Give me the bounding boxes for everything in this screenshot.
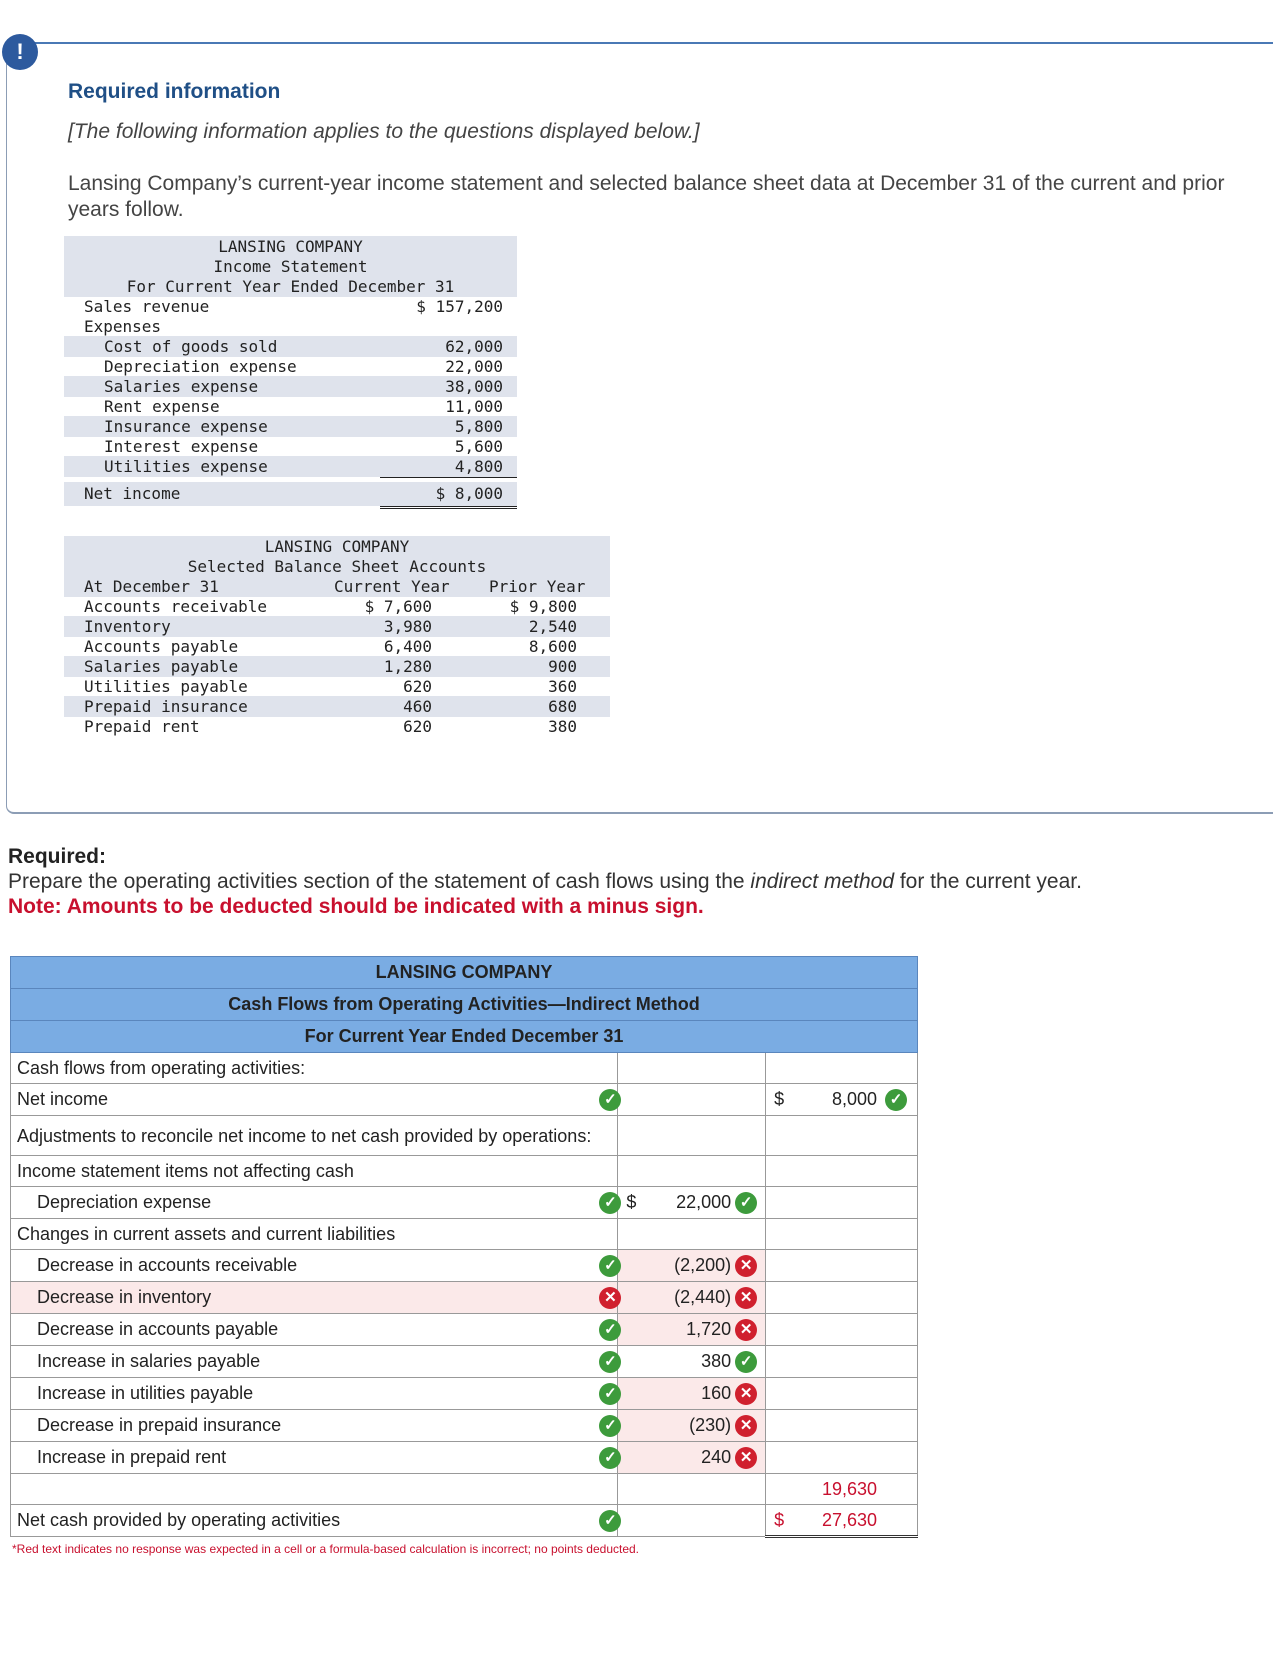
cf-change-row (11, 1410, 918, 1442)
required-note: Note: Amounts to be deducted should be indicated with a minus sign. (8, 895, 704, 918)
cf-change-label: Decrease in accounts receivable (37, 1255, 298, 1275)
problem-description: Lansing Company’s current-year income statement and selected balance sheet data at December 31 of the current and prior years follow. (68, 172, 1225, 221)
cf-change-label: Decrease in prepaid insurance (37, 1415, 282, 1435)
cf-mid-cell[interactable] (618, 1282, 766, 1314)
correct-check-icon: ✓ (599, 1383, 621, 1405)
bs-row-prior: 8,600 (528, 637, 577, 656)
cf-mid-cell[interactable] (618, 1442, 766, 1474)
incorrect-x-icon: ✕ (735, 1255, 757, 1277)
cf-change-value: 380 (701, 1351, 732, 1371)
cf-empty-cell (618, 1156, 766, 1187)
bs-row-label: Accounts payable (84, 637, 239, 656)
bs-row-label: Accounts receivable (84, 597, 268, 616)
is-sales-label: Sales revenue (84, 297, 210, 316)
cf-empty-cell (766, 1378, 918, 1410)
balance-sheet (64, 536, 610, 742)
cf-mid-cell[interactable] (618, 1187, 766, 1219)
is-double-rule (380, 506, 517, 509)
is-period: For Current Year Ended December 31 (64, 276, 517, 297)
bs-row-prior: 680 (548, 697, 577, 716)
cf-empty-cell (766, 1346, 918, 1378)
cf-label-cell[interactable] (11, 1442, 618, 1474)
is-expense-value: 5,800 (454, 417, 503, 436)
cf-adjustments-label: Adjustments to reconcile net income to net cash provided by operations: (11, 1116, 618, 1156)
cf-label-cell[interactable] (11, 1505, 618, 1537)
cf-header-row (11, 1021, 918, 1053)
cf-label-cell[interactable] (11, 1314, 618, 1346)
bs-row (64, 696, 610, 717)
is-rule (380, 477, 517, 478)
required-heading: Required: (8, 845, 107, 868)
cf-label-cell[interactable] (11, 1187, 618, 1219)
cf-total-label: Net cash provided by operating activities (17, 1510, 341, 1530)
cf-period: For Current Year Ended December 31 (11, 1021, 918, 1053)
cf-empty-cell (11, 1474, 618, 1505)
is-expense-value: 5,600 (454, 437, 503, 456)
incorrect-x-icon: ✕ (735, 1447, 757, 1469)
is-expenses-row (64, 316, 517, 337)
cf-row (11, 1053, 918, 1084)
bs-row-label: Utilities payable (84, 677, 248, 696)
bs-row-prior: 360 (548, 677, 577, 696)
incorrect-x-icon: ✕ (735, 1319, 757, 1341)
bs-row (64, 676, 610, 697)
bs-row-prior: $ 9,800 (509, 597, 577, 616)
cf-row (11, 1116, 918, 1156)
cf-empty-cell (766, 1250, 918, 1282)
cf-empty-cell (766, 1116, 918, 1156)
is-expense-label: Rent expense (104, 397, 220, 416)
is-expense-row (64, 416, 517, 437)
cf-row (11, 1187, 918, 1219)
correct-check-icon: ✓ (735, 1192, 757, 1214)
is-title: Income Statement (64, 256, 517, 277)
cf-depreciation-label: Depreciation expense (37, 1192, 212, 1212)
is-expense-value: 62,000 (445, 337, 503, 356)
cf-row (11, 1156, 918, 1187)
bs-row-prior: 900 (548, 657, 577, 676)
cf-change-label: Increase in prepaid rent (37, 1447, 227, 1467)
cf-empty-cell (618, 1053, 766, 1084)
cf-change-value: 160 (701, 1383, 732, 1403)
bs-row (64, 596, 610, 617)
cf-change-row (11, 1282, 918, 1314)
cf-empty-cell (618, 1505, 766, 1537)
required-text-italic: indirect method (750, 870, 894, 893)
alert-icon: ! (2, 34, 38, 70)
cf-change-value: (2,200) (674, 1255, 732, 1275)
bs-row-label: Prepaid insurance (84, 697, 248, 716)
cf-label-cell[interactable] (11, 1282, 618, 1314)
cf-empty-cell (766, 1156, 918, 1187)
bs-row-current: $ 7,600 (364, 597, 432, 616)
required-instructions (8, 870, 1082, 894)
bs-row-current: 620 (403, 717, 432, 736)
cf-change-value: 240 (701, 1447, 732, 1467)
cf-net-income-value: 8,000 (831, 1089, 877, 1109)
applies-note: [The following information applies to the questions displayed below.] (68, 120, 700, 143)
bs-title: Selected Balance Sheet Accounts (64, 556, 610, 577)
cf-empty-cell (618, 1474, 766, 1505)
is-expense-value: 38,000 (445, 377, 503, 396)
bs-row-label: Salaries payable (84, 657, 239, 676)
is-expense-label: Depreciation expense (104, 357, 297, 376)
correct-check-icon: ✓ (735, 1351, 757, 1373)
cf-label-cell[interactable] (11, 1410, 618, 1442)
required-information-heading: Required information (68, 80, 281, 103)
cf-mid-cell[interactable] (618, 1314, 766, 1346)
cf-change-row (11, 1346, 918, 1378)
cash-flow-table (10, 956, 918, 1538)
bs-row (64, 616, 610, 637)
cf-empty-cell (766, 1053, 918, 1084)
is-expense-value: 11,000 (445, 397, 503, 416)
cf-empty-cell (766, 1187, 918, 1219)
correct-check-icon: ✓ (885, 1089, 907, 1111)
cf-change-value: (2,440) (674, 1287, 732, 1307)
bs-row (64, 656, 610, 677)
correct-check-icon: ✓ (599, 1351, 621, 1373)
cf-label-cell[interactable] (11, 1346, 618, 1378)
cf-empty-cell (618, 1219, 766, 1250)
correct-check-icon: ✓ (599, 1447, 621, 1469)
bs-row (64, 716, 610, 737)
cf-change-value: 1,720 (686, 1319, 732, 1339)
is-expense-row (64, 436, 517, 457)
dollar-sign: $ (774, 1089, 785, 1109)
cf-subtotal-cell (766, 1474, 918, 1505)
is-expense-label: Insurance expense (104, 417, 268, 436)
is-expense-label: Cost of goods sold (104, 337, 278, 356)
cf-empty-cell (766, 1410, 918, 1442)
required-text-before: Prepare the operating activities section of the statement of cash flows using the (8, 870, 751, 893)
cf-change-row (11, 1442, 918, 1474)
bs-header-row (64, 576, 610, 597)
bs-row-current: 3,980 (383, 617, 432, 636)
is-expense-label: Interest expense (104, 437, 259, 456)
cf-total-row (11, 1505, 918, 1537)
bs-row-prior: 380 (548, 717, 577, 736)
cf-change-row (11, 1314, 918, 1346)
is-sales-value: $ 157,200 (416, 297, 503, 316)
cf-change-label: Decrease in accounts payable (37, 1319, 279, 1339)
is-expense-row (64, 396, 517, 417)
cf-change-label: Decrease in inventory (37, 1287, 212, 1307)
cf-header-row (11, 957, 918, 989)
cf-row (11, 1084, 918, 1116)
cf-subtotal-row (11, 1474, 918, 1505)
cf-change-row (11, 1250, 918, 1282)
is-expense-label: Utilities expense (104, 457, 268, 476)
cf-right-cell[interactable] (766, 1084, 918, 1116)
incorrect-x-icon: ✕ (735, 1287, 757, 1309)
cf-empty-cell (766, 1219, 918, 1250)
correct-check-icon: ✓ (599, 1192, 621, 1214)
is-expense-row (64, 356, 517, 377)
cf-mid-cell[interactable] (618, 1346, 766, 1378)
is-sales-row (64, 296, 517, 317)
is-expense-label: Salaries expense (104, 377, 259, 396)
is-expense-row (64, 456, 517, 477)
cf-mid-cell[interactable] (618, 1250, 766, 1282)
dollar-sign: $ (774, 1510, 785, 1530)
bs-date-label: At December 31 (84, 577, 219, 596)
cf-mid-cell[interactable] (618, 1378, 766, 1410)
income-statement (64, 236, 517, 516)
incorrect-x-icon: ✕ (599, 1287, 621, 1309)
cf-empty-cell (766, 1314, 918, 1346)
cf-change-label: Increase in salaries payable (37, 1351, 261, 1371)
cf-label-cell[interactable] (11, 1378, 618, 1410)
cf-empty-cell (766, 1442, 918, 1474)
is-expense-value: 22,000 (445, 357, 503, 376)
bs-row-prior: 2,540 (528, 617, 577, 636)
correct-check-icon: ✓ (599, 1510, 621, 1532)
bs-row-label: Prepaid rent (84, 717, 200, 736)
is-expenses-label: Expenses (84, 317, 162, 336)
bs-row (64, 636, 610, 657)
cf-total-value: 27,630 (821, 1510, 877, 1530)
bs-row-label: Inventory (84, 617, 171, 636)
incorrect-x-icon: ✕ (735, 1415, 757, 1437)
bs-row-current: 620 (403, 677, 432, 696)
incorrect-x-icon: ✕ (735, 1383, 757, 1405)
is-expense-value: 4,800 (454, 457, 503, 476)
is-expense-row (64, 376, 517, 397)
cf-change-value: (230) (689, 1415, 732, 1435)
cf-subtotal-value: 19,630 (821, 1479, 877, 1499)
cf-row (11, 1219, 918, 1250)
bs-row-current: 1,280 (383, 657, 432, 676)
cf-total-cell (766, 1505, 918, 1537)
cf-label-cell[interactable] (11, 1250, 618, 1282)
bs-row-current: 460 (403, 697, 432, 716)
correct-check-icon: ✓ (599, 1415, 621, 1437)
cf-change-label: Increase in utilities payable (37, 1383, 254, 1403)
cf-section-label: Cash flows from operating activities: (11, 1053, 618, 1084)
cf-empty-cell (766, 1282, 918, 1314)
is-net-income-label: Net income (84, 484, 181, 503)
cf-company: LANSING COMPANY (11, 957, 918, 989)
dollar-sign: $ (626, 1192, 637, 1212)
cf-mid-cell[interactable] (618, 1410, 766, 1442)
bs-col-prior: Prior Year (489, 577, 586, 596)
grading-footnote: *Red text indicates no response was expected in a cell or a formula-based calculation is incorrect; no points deducted. (12, 1542, 640, 1556)
required-text-after: for the current year. (894, 870, 1082, 893)
cf-mid-cell (618, 1084, 766, 1116)
correct-check-icon: ✓ (599, 1255, 621, 1277)
cf-label-cell[interactable] (11, 1084, 618, 1116)
cf-depreciation-value: 22,000 (676, 1192, 732, 1212)
is-expense-row (64, 336, 517, 357)
cf-changes-label: Changes in current assets and current liabilities (11, 1219, 618, 1250)
cf-title: Cash Flows from Operating Activities—Indirect Method (11, 989, 918, 1021)
cf-header-row (11, 989, 918, 1021)
cf-net-income-label: Net income (17, 1089, 109, 1109)
bs-company: LANSING COMPANY (64, 536, 610, 557)
correct-check-icon: ✓ (599, 1319, 621, 1341)
bs-col-current: Current Year (334, 577, 450, 596)
cf-empty-cell (618, 1116, 766, 1156)
bs-row-current: 6,400 (383, 637, 432, 656)
cf-not-cash-label: Income statement items not affecting cash (11, 1156, 618, 1187)
is-net-income-row (64, 482, 517, 506)
cf-change-row (11, 1378, 918, 1410)
correct-check-icon: ✓ (599, 1089, 621, 1111)
is-net-income-value: $ 8,000 (435, 484, 503, 503)
is-company: LANSING COMPANY (64, 236, 517, 257)
